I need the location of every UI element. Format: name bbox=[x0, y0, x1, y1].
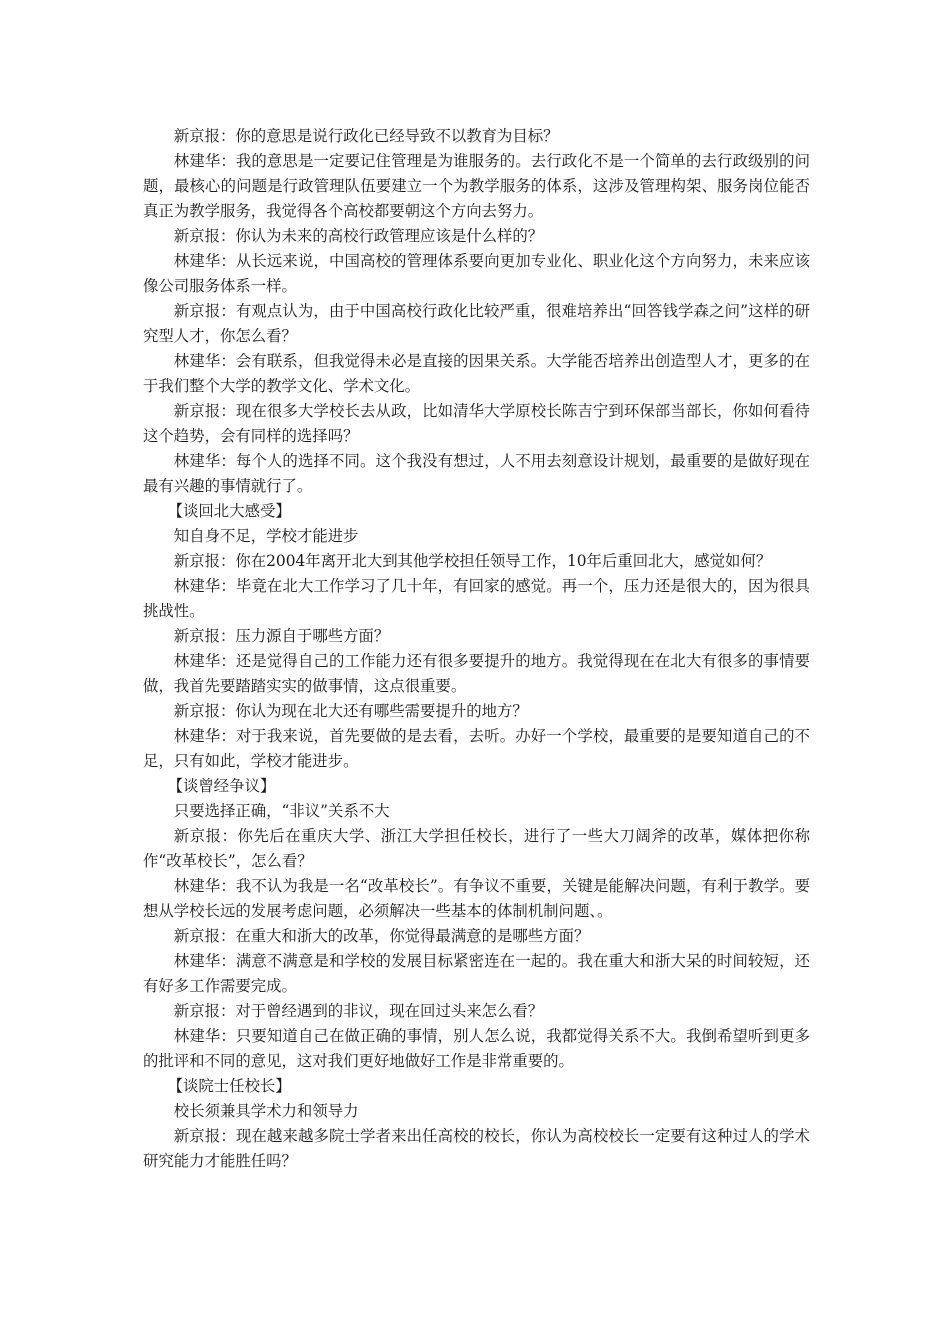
paragraph: 林建华：每个人的选择不同。这个我没有想过，人不用去刻意设计规划，最重要的是做好现在最有兴趣的事情就行了。 bbox=[143, 452, 810, 495]
paragraph: 林建华：还是觉得自己的工作能力还有很多要提升的地方。我觉得现在在北大有很多的事情要做，我首先要踏踏实实的做事情，这点很重要。 bbox=[143, 652, 810, 695]
section-heading: 【谈曾经争议】 bbox=[167, 777, 276, 795]
paragraph: 新京报：压力源自于哪些方面？ bbox=[173, 627, 390, 645]
paragraph: 新京报：有观点认为，由于中国高校行政化比较严重，很难培养出“回答钱学森之问”这样的研究型人才，你怎么看？ bbox=[143, 302, 810, 345]
paragraph: 林建华：从长远来说，中国高校的管理体系要向更加专业化、职业化这个方向努力，未来应该像公司服务体系一样。 bbox=[143, 252, 810, 295]
paragraph: 林建华：毕竟在北大工作学习了几十年，有回家的感觉。再一个，压力还是很大的，因为很具挑战性。 bbox=[143, 577, 810, 620]
paragraph: 新京报：对于曾经遇到的非议，现在回过头来怎么看？ bbox=[173, 1002, 544, 1020]
paragraph: 只要选择正确，“非议”关系不大 bbox=[173, 802, 390, 820]
paragraph: 林建华：满意不满意是和学校的发展目标紧密连在一起的。我在重大和浙大呆的时间较短，还有好多工作需要完成。 bbox=[143, 952, 810, 995]
paragraph: 新京报：你认为未来的高校行政管理应该是什么样的？ bbox=[173, 227, 544, 245]
paragraph: 新京报：你认为现在北大还有哪些需要提升的地方？ bbox=[173, 702, 528, 720]
section-heading: 【谈院士任校长】 bbox=[167, 1077, 291, 1095]
paragraph: 知自身不足，学校才能进步 bbox=[173, 527, 359, 545]
paragraph: 林建华：对于我来说，首先要做的是去看，去听。办好一个学校，最重要的是要知道自己的不足，只有如此，学校才能进步。 bbox=[143, 727, 810, 770]
paragraph: 林建华：只要知道自己在做正确的事情，别人怎么说，我都觉得关系不大。我倒希望听到更多的批评和不同的意见，这对我们更好地做好工作是非常重要的。 bbox=[143, 1027, 810, 1070]
paragraph: 林建华：我的意思是一定要记住管理是为谁服务的。去行政化不是一个简单的去行政级别的问题，最核心的问题是行政管理队伍要建立一个为教学服务的体系，这涉及管理构架、服务岗位能否真正为教学服务，我觉得各个高校都要朝这个方向去努力。 bbox=[143, 152, 810, 220]
article-body bbox=[143, 124, 810, 1174]
paragraph: 新京报：你先后在重庆大学、浙江大学担任校长，进行了一些大刀阔斧的改革，媒体把你称作“改革校长”，怎么看？ bbox=[143, 827, 810, 870]
paragraph: 新京报：在重大和浙大的改革，你觉得最满意的是哪些方面？ bbox=[173, 927, 590, 945]
paragraph: 新京报：现在很多大学校长去从政，比如清华大学原校长陈吉宁到环保部当部长，你如何看待这个趋势，会有同样的选择吗？ bbox=[143, 402, 810, 445]
paragraph: 新京报：你的意思是说行政化已经导致不以教育为目标？ bbox=[173, 127, 559, 145]
paragraph: 林建华：我不认为我是一名“改革校长”。有争议不重要，关键是能解决问题，有利于教学。要想从学校长远的发展考虑问题，必须解决一些基本的体制机制问题、。 bbox=[143, 877, 810, 920]
section-heading: 【谈回北大感受】 bbox=[167, 502, 291, 520]
paragraph: 林建华：会有联系，但我觉得未必是直接的因果关系。大学能否培养出创造型人才，更多的在于我们整个大学的教学文化、学术文化。 bbox=[143, 352, 810, 395]
paragraph: 新京报：你在2004年离开北大到其他学校担任领导工作，10年后重回北大，感觉如何？ bbox=[173, 552, 772, 570]
paragraph: 新京报：现在越来越多院士学者来出任高校的校长，你认为高校校长一定要有这种过人的学术研究能力才能胜任吗？ bbox=[143, 1127, 810, 1170]
paragraph: 校长须兼具学术力和领导力 bbox=[173, 1102, 359, 1120]
